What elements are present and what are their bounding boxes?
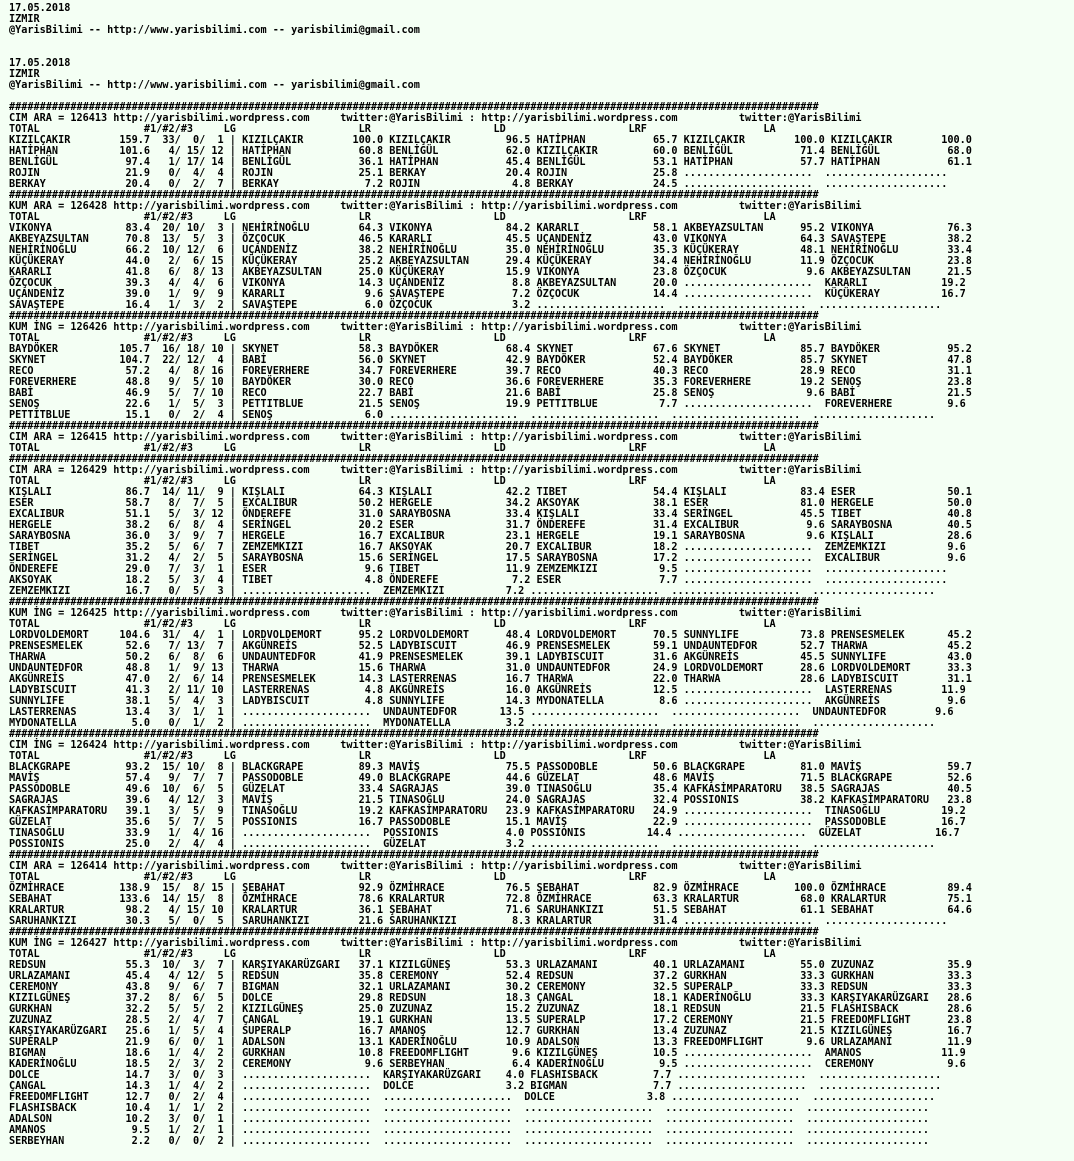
race-row: KÜÇÜKERAY 44.0 2/ 6/ 15 | KÜÇÜKERAY 25.2 AKBEYAZSULTAN 29.4 KÜÇÜKERAY 34.4 NEHİRİNOĞLU 11.9 ÖZÇOCUK 23.8 xyxy=(9,256,972,267)
race-row: KRALARTUR 98.2 4/ 15/ 10 | KRALARTUR 36.1 ŞEBAHAT 71.6 SARUHANKIZI 51.5 SEBAHAT 61.1 SEBAHAT 64.6 xyxy=(9,905,972,916)
section-separator: #################################################################################################################################### xyxy=(9,454,819,465)
race-row: ESER 58.7 8/ 7/ 5 | EXCALIBUR 50.2 HERGELE 34.2 AKSOYAK 38.1 ESER 81.0 HERGELE 50.0 xyxy=(9,498,972,509)
column-header: TOTAL #1/#2/#3 LG LR LD LRF LA xyxy=(9,619,776,630)
race-row: SUNNYLIFE 38.1 5/ 4/ 3 | LADYBISCUIT 4.8 SUNNYLIFE 14.3 MYDONATELLA 8.6 ..................... AKGÜNREİS 9.6 xyxy=(9,696,966,707)
race-row: ÖZÇOCUK 39.3 4/ 4/ 6 | VIKONYA 14.3 UÇANDENİZ 8.8 AKBEYAZSULTAN 20.0 ..................... KARARLI 19.2 xyxy=(9,278,966,289)
race-row: AKGÜNREİS 47.0 2/ 6/ 14 | PRENSESMELEK 14.3 LASTERRENAS 16.7 THARWA 22.0 THARWA 28.6 LADYBISCUIT 31.1 xyxy=(9,674,972,685)
section-separator: #################################################################################################################################### xyxy=(9,927,819,938)
race-row: UÇANDENİZ 39.0 1/ 9/ 9 | KARARLI 9.6 SAVAŞTEPE 7.2 ÖZÇOCUK 14.4 ..................... KÜÇÜKERAY 16.7 xyxy=(9,289,966,300)
race-row: LORDVOLDEMORT 104.6 31/ 4/ 1 | LORDVOLDEMORT 95.2 LORDVOLDEMORT 48.4 LORDVOLDEMORT 70.5 SUNNYLIFE 73.8 PRENSESMELEK 45.2 xyxy=(9,630,972,641)
race-row: KARŞIYAKARÜZGARI 25.6 1/ 5/ 4 | SUPERALP 16.7 AMANOŞ 12.7 GURKHAN 13.4 ZUZUNAZ 21.5 KIZILGÜNEŞ 16.7 xyxy=(9,1026,972,1037)
section-separator: #################################################################################################################################### xyxy=(9,311,819,322)
race-title: CIM ARA = 126414 http://yarisbilimi.wordpress.com twitter:@YarisBilimi : http://yarisbilimi.wordpress.com twitter:@YarisBilimi xyxy=(9,861,862,872)
race-row: TIBET 35.2 5/ 6/ 7 | ZEMZEMKIZI 16.7 AKSOYAK 20.7 EXCALIBUR 18.2 ..................... ZEMZEMKIZI 9.6 xyxy=(9,542,966,553)
race-row: HATİPHAN 101.6 4/ 15/ 12 | HATİPHAN 60.8 BENLİGÜL 62.0 KIZILÇAKIR 60.0 BENLİGÜL 71.4 BENLİGÜL 68.0 xyxy=(9,146,972,157)
race-row: KIZILGÜNEŞ 37.2 8/ 6/ 5 | DOLCE 29.8 REDSUN 18.3 ÇANGAL 18.1 KADERİNOĞLU 33.3 KARŞIYAKARÜZGARI 28.6 xyxy=(9,993,972,1004)
section-separator: #################################################################################################################################### xyxy=(9,102,819,113)
race-row: THARWA 50.2 6/ 8/ 6 | UNDAUNTEDFOR 41.9 PRENSESMELEK 39.1 LADYBISCUIT 31.6 AKGÜNREİS 45.5 SUNNYLIFE 43.0 xyxy=(9,652,972,663)
race-title: KUM ARA = 126428 http://yarisbilimi.wordpress.com twitter:@YarisBilimi : http://yarisbilimi.wordpress.com twitter:@YarisBilimi xyxy=(9,201,862,212)
race-row: SUPERALP 21.9 6/ 0/ 1 | ADALSON 13.1 KADERİNOĞLU 10.9 ADALSON 13.3 FREEDOMFLIGHT 9.6 URLAZAMANI 11.9 xyxy=(9,1037,972,1048)
race-row: POSSIONIS 25.0 2/ 4/ 4 | ..................... GÜZELAT 3.2 ..................... ..................... .................... xyxy=(9,839,936,850)
race-row: BENLİGÜL 97.4 1/ 17/ 14 | BENLİGÜL 36.1 HATİPHAN 45.4 BENLİGÜL 53.1 HATİPHAN 57.7 HATİPHAN 61.1 xyxy=(9,157,972,168)
column-header: TOTAL #1/#2/#3 LG LR LD LRF LA xyxy=(9,476,776,487)
race-row: SENOŞ 22.6 1/ 5/ 3 | PETTITBLUE 21.5 SENOŞ 19.9 PETTITBLUE 7.7 ..................... FOREVERHERE 9.6 xyxy=(9,399,966,410)
race-row: DOLCE 14.7 3/ 0/ 3 | ..................... KARŞIYAKARÜZGARI 4.0 FLASHISBACK 7.7 ..................... .................... xyxy=(9,1070,942,1081)
race-row: KAFKASİMPARATORU 39.1 3/ 5/ 9 | TINASOĞLU 19.2 KAFKASİMPARATORU 23.9 KAFKASİMPARATORU 24.9 ..................... TINASOĞLU 19.2 xyxy=(9,806,966,817)
race-row: SKYNET 104.7 22/ 12/ 4 | BABİ 56.0 SKYNET 42.9 BAYDÖKER 52.4 BAYDÖKER 85.7 SKYNET 47.8 xyxy=(9,355,972,366)
section-separator: #################################################################################################################################### xyxy=(9,597,819,608)
race-row: VIKONYA 83.4 20/ 10/ 3 | NEHİRİNOĞLU 64.3 VIKONYA 84.2 KARARLI 58.1 AKBEYAZSULTAN 95.2 VIKONYA 76.3 xyxy=(9,223,972,234)
race-row: PETTITBLUE 15.1 0/ 2/ 4 | SENOŞ 6.0 ..................... ..................... ..................... .................... xyxy=(9,410,936,421)
race-row: TINASOĞLU 33.9 1/ 4/ 16 | ..................... POSSIONIS 4.0 POSSIONIS 14.4 ..................... GÜZELAT 16.7 xyxy=(9,828,960,839)
race-row: ÖNDEREFE 29.0 7/ 3/ 1 | ESER 9.6 TIBET 11.9 ZEMZEMKIZI 9.5 ..................... .................... xyxy=(9,564,948,575)
race-row: ÖZMİHRACE 138.9 15/ 8/ 15 | ŞEBAHAT 92.9 ÖZMİHRACE 76.5 ŞEBAHAT 82.9 ÖZMİHRACE 100.0 ÖZMİHRACE 89.4 xyxy=(9,883,972,894)
race-row: MAVİŞ 57.4 9/ 7/ 7 | PASSODOBLE 49.0 BLACKGRAPE 44.6 GÜZELAT 48.6 MAVİŞ 71.5 BLACKGRAPE 52.6 xyxy=(9,773,972,784)
column-header: TOTAL #1/#2/#3 LG LR LD LRF LA xyxy=(9,333,776,344)
header-line: IZMIR xyxy=(9,69,40,80)
race-title: KUM İNG = 126427 http://yarisbilimi.wordpress.com twitter:@YarisBilimi : http://yarisbilimi.wordpress.com twitter:@YarisBilimi xyxy=(9,938,862,949)
race-row: FLASHISBACK 10.4 1/ 1/ 2 | ..................... ..................... ..................... ..................... .................... xyxy=(9,1103,930,1114)
race-row: GURKHAN 32.2 5/ 5/ 2 | KIZILGÜNEŞ 25.0 ZUZUNAZ 15.2 ZUZUNAZ 18.1 REDSUN 21.5 FLASHISBACK 28.6 xyxy=(9,1004,972,1015)
race-row: AKBEYAZSULTAN 70.8 13/ 5/ 3 | ÖZÇOCUK 46.5 KARARLI 45.5 UÇANDENİZ 43.0 VIKONYA 64.3 SAVAŞTEPE 38.2 xyxy=(9,234,972,245)
header-line: 17.05.2018 xyxy=(9,58,71,69)
race-row: BLACKGRAPE 93.2 15/ 10/ 8 | BLACKGRAPE 89.3 MAVİŞ 75.5 PASSODOBLE 50.6 BLACKGRAPE 81.0 MAVİŞ 59.7 xyxy=(9,762,972,773)
column-header: TOTAL #1/#2/#3 LG LR LD LRF LA xyxy=(9,443,776,454)
race-row: SARAYBOSNA 36.0 3/ 9/ 7 | HERGELE 16.7 EXCALIBUR 23.1 HERGELE 19.1 SARAYBOSNA 9.6 KIŞLALI 28.6 xyxy=(9,531,972,542)
header-line: @YarisBilimi -- http://www.yarisbilimi.com -- yarisbilimi@gmail.com xyxy=(9,80,420,91)
header-line xyxy=(9,36,1071,47)
race-row: FOREVERHERE 48.8 9/ 5/ 10 | BAYDÖKER 30.0 RECO 36.6 FOREVERHERE 35.3 FOREVERHERE 19.2 SENOŞ 23.8 xyxy=(9,377,972,388)
race-row: AKSOYAK 18.2 5/ 3/ 4 | TIBET 4.8 ÖNDEREFE 7.2 ESER 7.7 ..................... .................... xyxy=(9,575,948,586)
race-row: UNDAUNTEDFOR 48.8 1/ 9/ 13 | THARWA 15.6 THARWA 31.0 UNDAUNTEDFOR 24.9 LORDVOLDEMORT 28.6 LORDVOLDEMORT 33.3 xyxy=(9,663,972,674)
header-line xyxy=(9,91,1071,102)
race-row: ÇANGAL 14.3 1/ 4/ 2 | ..................... DOLCE 3.2 BIGMAN 7.7 ..................... .................... xyxy=(9,1081,942,1092)
race-row: MYDONATELLA 5.0 0/ 1/ 2 | ..................... MYDONATELLA 3.2 ..................... ..................... .................... xyxy=(9,718,936,729)
race-row: LASTERRENAS 13.4 3/ 1/ 1 | ..................... UNDAUNTEDFOR 13.5 ..................... ..................... UNDAUNTEDFOR 9.6 xyxy=(9,707,954,718)
header-line: IZMIR xyxy=(9,14,40,25)
race-row: HERGELE 38.2 6/ 8/ 4 | SERİNGEL 20.2 ESER 31.7 ÖNDEREFE 31.4 EXCALIBUR 9.6 SARAYBOSNA 40.5 xyxy=(9,520,972,531)
race-row: SERİNGEL 31.2 4/ 2/ 5 | SARAYBOSNA 15.6 SERİNGEL 17.5 SARAYBOSNA 17.2 ..................... EXCALIBUR 9.6 xyxy=(9,553,966,564)
results-sheet xyxy=(9,3,1071,1147)
race-row: SEBAHAT 133.6 14/ 15/ 8 | ÖZMİHRACE 78.6 KRALARTUR 72.8 ÖZMİHRACE 63.3 KRALARTUR 68.0 KRALARTUR 75.1 xyxy=(9,894,972,905)
race-row: SAGRAJAS 39.6 4/ 12/ 3 | MAVİŞ 21.5 TINASOĞLU 24.0 SAGRAJAS 32.4 POSSIONIS 38.2 KAFKASİMPARATORU 23.8 xyxy=(9,795,972,806)
race-row: SERBEYHAN 2.2 0/ 0/ 2 | ..................... ..................... ..................... ..................... .................... xyxy=(9,1136,930,1147)
race-title: CIM ARA = 126429 http://yarisbilimi.wordpress.com twitter:@YarisBilimi : http://yarisbilimi.wordpress.com twitter:@YarisBilimi xyxy=(9,465,862,476)
race-title: CIM ARA = 126413 http://yarisbilimi.wordpress.com twitter:@YarisBilimi : http://yarisbilimi.wordpress.com twitter:@YarisBilimi xyxy=(9,113,862,124)
column-header: TOTAL #1/#2/#3 LG LR LD LRF LA xyxy=(9,751,776,762)
race-title: KUM İNG = 126425 http://yarisbilimi.wordpress.com twitter:@YarisBilimi : http://yarisbilimi.wordpress.com twitter:@YarisBilimi xyxy=(9,608,862,619)
race-row: ZEMZEMKIZI 16.7 0/ 5/ 3 | ..................... ZEMZEMKIZI 7.2 ..................... ..................... .................... xyxy=(9,586,936,597)
section-separator: #################################################################################################################################### xyxy=(9,421,819,432)
race-row: LADYBISCUIT 41.3 2/ 11/ 10 | LASTERRENAS 4.8 AKGÜNREİS 16.0 AKGÜNREİS 12.5 ..................... LASTERRENAS 11.9 xyxy=(9,685,966,696)
header-line: 17.05.2018 xyxy=(9,3,71,14)
race-row: ROJIN 21.9 0/ 4/ 4 | ROJIN 25.1 BERKAY 20.4 ROJIN 25.8 ..................... .................... xyxy=(9,168,948,179)
race-row: GÜZELAT 35.6 5/ 7/ 5 | POSSIONIS 16.7 PASSODOBLE 15.1 MAVİŞ 22.9 ..................... PASSODOBLE 16.7 xyxy=(9,817,966,828)
race-row: BERKAY 20.4 0/ 2/ 7 | BERKAY 7.2 ROJIN 4.8 BERKAY 24.5 ..................... .................... xyxy=(9,179,948,190)
race-row: AMANOS 9.5 1/ 2/ 1 | ..................... ..................... ..................... ..................... .................... xyxy=(9,1125,930,1136)
header-line: @YarisBilimi -- http://www.yarisbilimi.com -- yarisbilimi@gmail.com xyxy=(9,25,420,36)
header-line xyxy=(9,47,1071,58)
race-row: BAYDÖKER 105.7 16/ 18/ 10 | SKYNET 58.3 BAYDÖKER 68.4 SKYNET 67.6 SKYNET 85.7 BAYDÖKER 95.2 xyxy=(9,344,972,355)
race-row: KARARLI 41.8 6/ 8/ 13 | AKBEYAZSULTAN 25.0 KÜÇÜKERAY 15.9 VIKONYA 23.8 ÖZÇOCUK 9.6 AKBEYAZSULTAN 21.5 xyxy=(9,267,972,278)
race-row: FREEDOMFLIGHT 12.7 0/ 2/ 4 | ..................... ..................... DOLCE 3.8 ..................... .................... xyxy=(9,1092,936,1103)
race-title: CIM İNG = 126424 http://yarisbilimi.wordpress.com twitter:@YarisBilimi : http://yarisbilimi.wordpress.com twitter:@YarisBilimi xyxy=(9,740,862,751)
race-row: URLAZAMANI 45.4 4/ 12/ 5 | REDSUN 35.8 CEREMONY 52.4 REDSUN 37.2 GURKHAN 33.3 GURKHAN 33.3 xyxy=(9,971,972,982)
race-row: ADALSON 10.2 3/ 0/ 1 | ..................... ..................... ..................... ..................... .................... xyxy=(9,1114,930,1125)
race-row: SARUHANKIZI 30.3 5/ 0/ 5 | SARUHANKIZI 21.6 SARUHANKIZI 8.3 KRALARTUR 31.4 ..................... .................... xyxy=(9,916,948,927)
column-header: TOTAL #1/#2/#3 LG LR LD LRF LA xyxy=(9,949,776,960)
race-row: EXCALIBUR 51.1 5/ 3/ 12 | ÖNDEREFE 31.0 SARAYBOSNA 33.4 KIŞLALI 33.4 SERİNGEL 45.5 TIBET 40.8 xyxy=(9,509,972,520)
race-row: REDSUN 55.3 10/ 3/ 7 | KARŞIYAKARÜZGARI 37.1 KIZILGÜNEŞ 53.3 URLAZAMANI 40.1 URLAZAMANI 55.0 ZUZUNAZ 35.9 xyxy=(9,960,972,971)
column-header: TOTAL #1/#2/#3 LG LR LD LRF LA xyxy=(9,212,776,223)
race-row: RECO 57.2 4/ 8/ 16 | FOREVERHERE 34.7 FOREVERHERE 39.7 RECO 40.3 RECO 28.9 RECO 31.1 xyxy=(9,366,972,377)
race-row: SAVAŞTEPE 16.4 1/ 3/ 2 | SAVAŞTEPE 6.0 ÖZÇOCUK 3.2 ..................... ..................... .................... xyxy=(9,300,942,311)
race-row: BABİ 46.9 5/ 7/ 10 | RECO 22.7 BABİ 21.6 BABİ 25.8 SENOŞ 9.6 BABİ 21.5 xyxy=(9,388,972,399)
column-header: TOTAL #1/#2/#3 LG LR LD LRF LA xyxy=(9,124,776,135)
race-row: KIŞLALI 86.7 14/ 11/ 9 | KIŞLALI 64.3 KIŞLALI 42.2 TIBET 54.4 KIŞLALI 83.4 ESER 50.1 xyxy=(9,487,972,498)
section-separator: #################################################################################################################################### xyxy=(9,190,819,201)
race-row: KADERİNOĞLU 18.5 2/ 3/ 2 | CEREMONY 9.6 SERBEYHAN 6.4 KADERİNOĞLU 9.5 ..................... CEREMONY 9.6 xyxy=(9,1059,966,1070)
race-row: BIGMAN 18.6 1/ 4/ 2 | GURKHAN 10.8 FREEDOMFLIGHT 9.6 KIZILGÜNEŞ 10.5 ..................... AMANOS 11.9 xyxy=(9,1048,966,1059)
race-row: CEREMONY 43.8 9/ 6/ 7 | BIGMAN 32.1 URLAZAMANI 30.2 CEREMONY 32.5 SUPERALP 33.3 REDSUN 33.3 xyxy=(9,982,972,993)
race-row: KIZILÇAKIR 159.7 33/ 0/ 1 | KIZILÇAKIR 100.0 KIZILÇAKIR 96.5 HATİPHAN 65.7 KIZILÇAKIR 100.0 KIZILÇAKIR 100.0 xyxy=(9,135,972,146)
race-row: PASSODOBLE 49.6 10/ 6/ 5 | GÜZELAT 33.4 SAGRAJAS 39.0 TINASOĞLU 35.4 KAFKASİMPARATORU 38.5 SAGRAJAS 40.5 xyxy=(9,784,972,795)
race-row: PRENSESMELEK 52.6 7/ 13/ 7 | AKGÜNREİS 52.5 LADYBISCUIT 46.9 PRENSESMELEK 59.1 UNDAUNTEDFOR 52.7 THARWA 45.2 xyxy=(9,641,972,652)
race-title: CIM ARA = 126415 http://yarisbilimi.wordpress.com twitter:@YarisBilimi : http://yarisbilimi.wordpress.com twitter:@YarisBilimi xyxy=(9,432,862,443)
section-separator: #################################################################################################################################### xyxy=(9,729,819,740)
race-row: NEHİRİNOĞLU 66.2 10/ 12/ 6 | UÇANDENİZ 38.2 NEHİRİNOĞLU 35.0 NEHİRİNOĞLU 35.3 KÜÇÜKERAY 48.1 NEHİRİNOĞLU 33.4 xyxy=(9,245,972,256)
race-title: KUM İNG = 126426 http://yarisbilimi.wordpress.com twitter:@YarisBilimi : http://yarisbilimi.wordpress.com twitter:@YarisBilimi xyxy=(9,322,862,333)
section-separator: #################################################################################################################################### xyxy=(9,850,819,861)
column-header: TOTAL #1/#2/#3 LG LR LD LRF LA xyxy=(9,872,776,883)
race-row: ZUZUNAZ 28.5 2/ 4/ 7 | ÇANGAL 19.1 GURKHAN 13.5 SUPERALP 17.2 CEREMONY 21.5 FREEDOMFLIGHT 23.8 xyxy=(9,1015,972,1026)
